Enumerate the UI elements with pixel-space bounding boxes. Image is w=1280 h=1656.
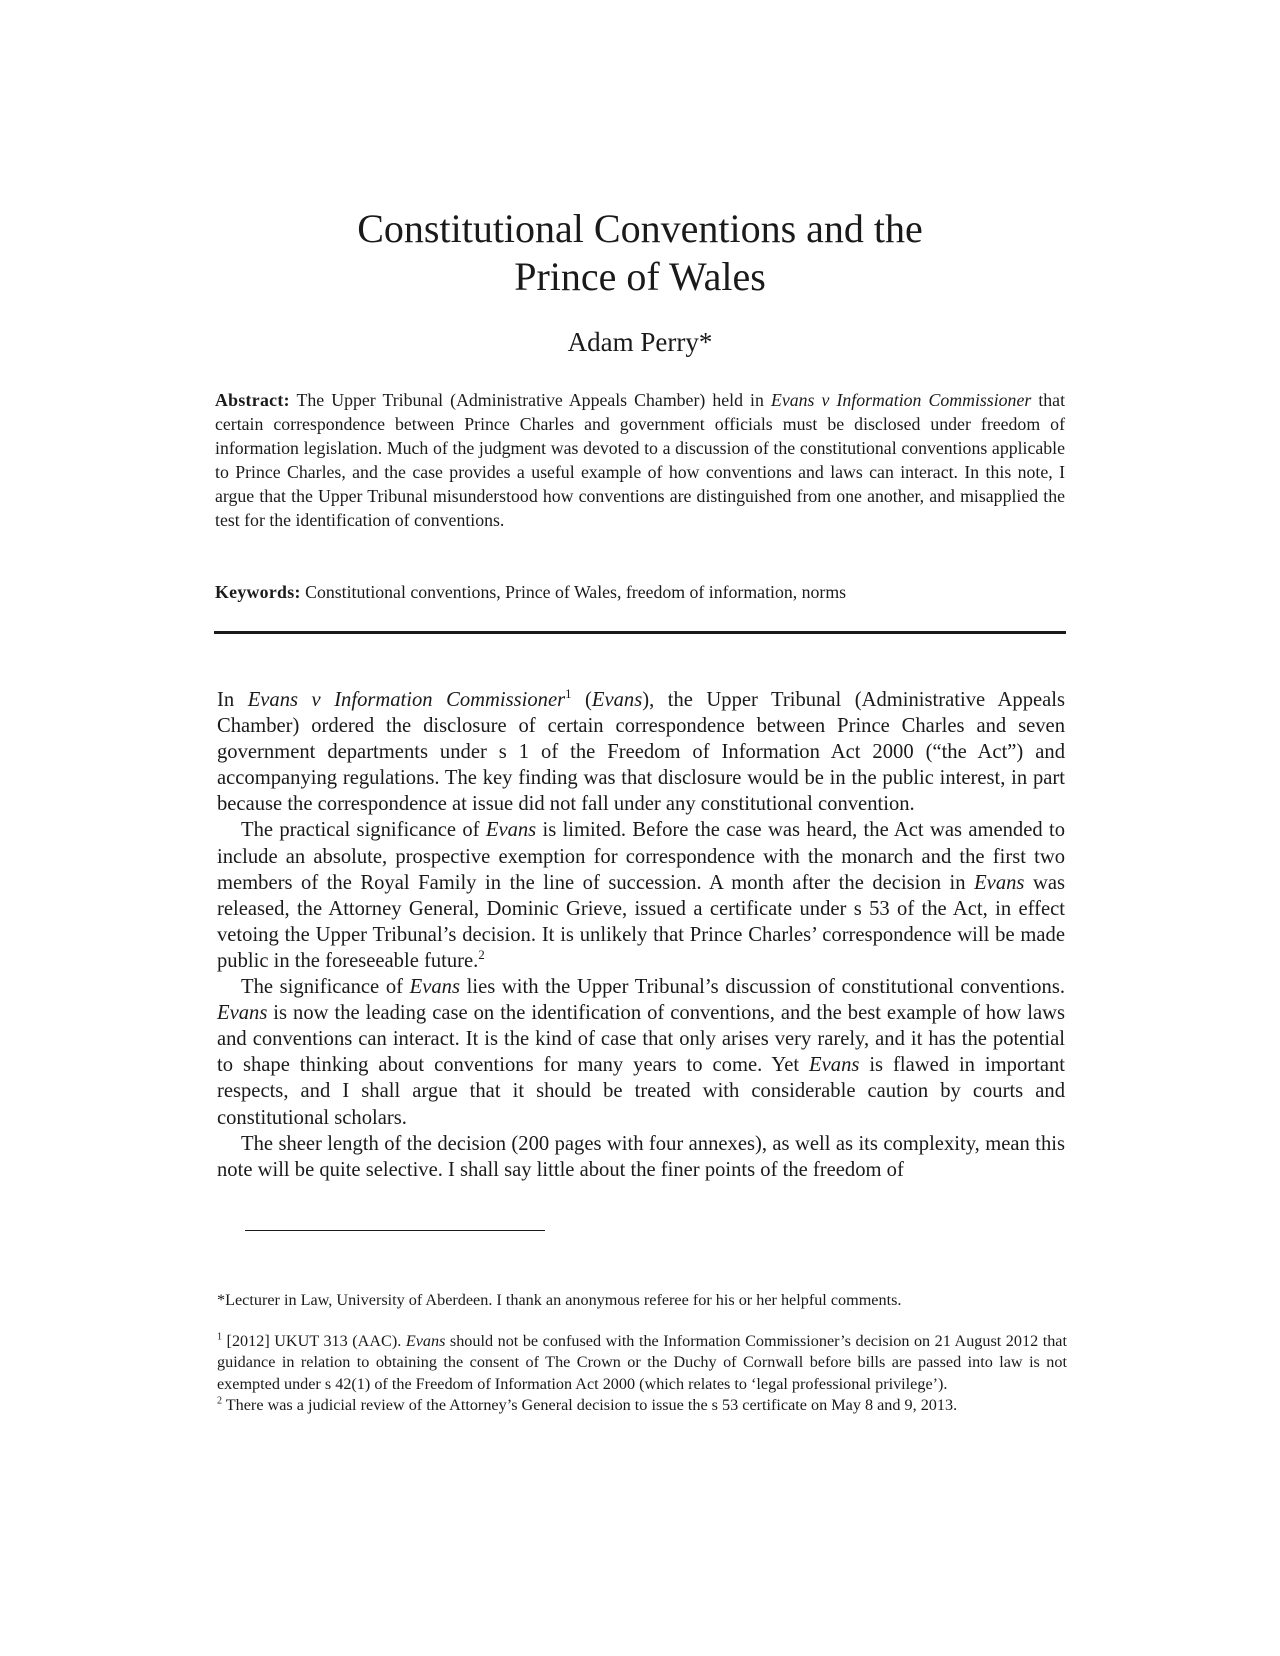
- body-paragraph-2: [217, 817, 1065, 974]
- p2-text-b: is limited. Before the case was heard, the Act was amended to include an absolute, prospective exemption for correspondence with the monarch and the first two members of the Royal Family in the line of succession. A month after the decision in: [217, 819, 1065, 894]
- p3-text-b: lies with the Upper Tribunal’s discussion of constitutional conventions.: [459, 976, 1066, 999]
- body-paragraph-3: [217, 974, 1065, 1131]
- footnotes: [217, 1290, 1067, 1417]
- footnote-1-short-name: Evans: [405, 1331, 446, 1350]
- footnote-ref-2[interactable]: 2: [478, 948, 485, 963]
- abstract-label: Abstract:: [215, 390, 290, 410]
- p3-text-a: The significance of: [241, 976, 410, 999]
- keywords-text: Constitutional conventions, Prince of Wales, freedom of information, norms: [300, 582, 847, 602]
- p3-short-name-2: Evans: [217, 1002, 268, 1025]
- keywords: [215, 580, 1065, 604]
- footnote-2-number: 2: [217, 1395, 223, 1407]
- paper-title: [0, 205, 1280, 301]
- abstract-case-name: Evans v Information Commissioner: [770, 390, 1032, 410]
- footnote-1-text-a: [2012] UKUT 313 (AAC).: [222, 1331, 406, 1350]
- p2-short-name-2: Evans: [974, 871, 1025, 894]
- p4-text: The sheer length of the decision (200 pages with four annexes), as well as its complexity, mean this note will be quite selective. I shall say little about the finer points of the freedom of: [217, 1132, 1065, 1181]
- footnote-1: [217, 1331, 1067, 1396]
- footnote-1-number: 1: [217, 1331, 223, 1343]
- p2-text-a: The practical significance of: [241, 819, 486, 842]
- paper-title-line-2: Prince of Wales: [514, 254, 766, 299]
- p2-short-name-1: Evans: [485, 819, 537, 842]
- p3-short-name-3: Evans: [809, 1054, 860, 1077]
- abstract-text-a: The Upper Tribunal (Administrative Appeals Chamber) held in: [289, 390, 771, 410]
- body-text: [217, 687, 1065, 1183]
- p1-short-name: Evans: [591, 689, 643, 711]
- body-paragraph-4: [217, 1131, 1065, 1183]
- p3-short-name-1: Evans: [409, 976, 460, 999]
- section-divider: [214, 631, 1066, 634]
- p3-text-c: is now the leading case on the identification of conventions, and the best example of how laws and conventions can interact. It is the kind of case that only arises very rarely, and it has the potential to shape thinking about conventions for many years to come. Yet: [217, 1002, 1065, 1077]
- p2-text-c: was released, the Attorney General, Dominic Grieve, issued a certificate under s 53 of the Act, in effect vetoing the Upper Tribunal’s decision. It is unlikely that Prince Charles’ correspondence will be made public in the foreseeable future.: [217, 871, 1065, 972]
- body-paragraph-1: [217, 687, 1065, 817]
- p1-case-name: Evans v Information Commissioner: [247, 689, 566, 711]
- p1-text-b: (: [571, 689, 592, 711]
- abstract: [215, 388, 1065, 532]
- footnote-2-text: There was a judicial review of the Attorney’s General decision to issue the s 53 certificate on May 8 and 9, 2013.: [222, 1396, 958, 1414]
- footnote-author: *Lecturer in Law, University of Aberdeen. I thank an anonymous referee for his or her helpful comments.: [217, 1291, 902, 1309]
- paper-title-line-1: Constitutional Conventions and the: [357, 206, 923, 251]
- author-name: Adam Perry*: [567, 327, 713, 357]
- p3-text-d: is flawed in important respects, and I shall argue that it should be treated with considerable caution by courts and constitutional scholars.: [217, 1054, 1065, 1129]
- footnote-1-text-b: should not be confused with the Information Commissioner’s decision on 21 August 2012 that guidance in relation to obtaining the consent of The Crown or the Duchy of Cornwall before bills are passed into law is not exempted under s 42(1) of the Freedom of Information Act 2000 (which relates to ‘legal professional privilege’).: [217, 1331, 1067, 1393]
- keywords-label: Keywords:: [215, 582, 301, 602]
- footnote-separator: [245, 1230, 545, 1231]
- p1-text-c: ), the Upper Tribunal (Administrative Appeals Chamber) ordered the disclosure of certain correspondence between Prince Charles and seven government departments under s 1 of the Freedom of Information Act 2000 (“the Act”) and accompanying regulations. The key finding was that disclosure would be in the public interest, in part because the correspondence at issue did not fall under any constitutional convention.: [217, 689, 1066, 816]
- abstract-text-b: that certain correspondence between Prince Charles and government officials must be disclosed under freedom of information legislation. Much of the judgment was devoted to a discussion of the constitutional conventions applicable to Prince Charles, and the case provides a useful example of how conventions and laws can interact. In this note, I argue that the Upper Tribunal misunderstood how conventions are distinguished from one another, and misapplied the test for the identification of conventions.: [215, 390, 1066, 530]
- footnote-ref-1[interactable]: 1: [565, 687, 572, 702]
- p1-text-a: In: [217, 689, 248, 711]
- footnote-2: [217, 1395, 1067, 1417]
